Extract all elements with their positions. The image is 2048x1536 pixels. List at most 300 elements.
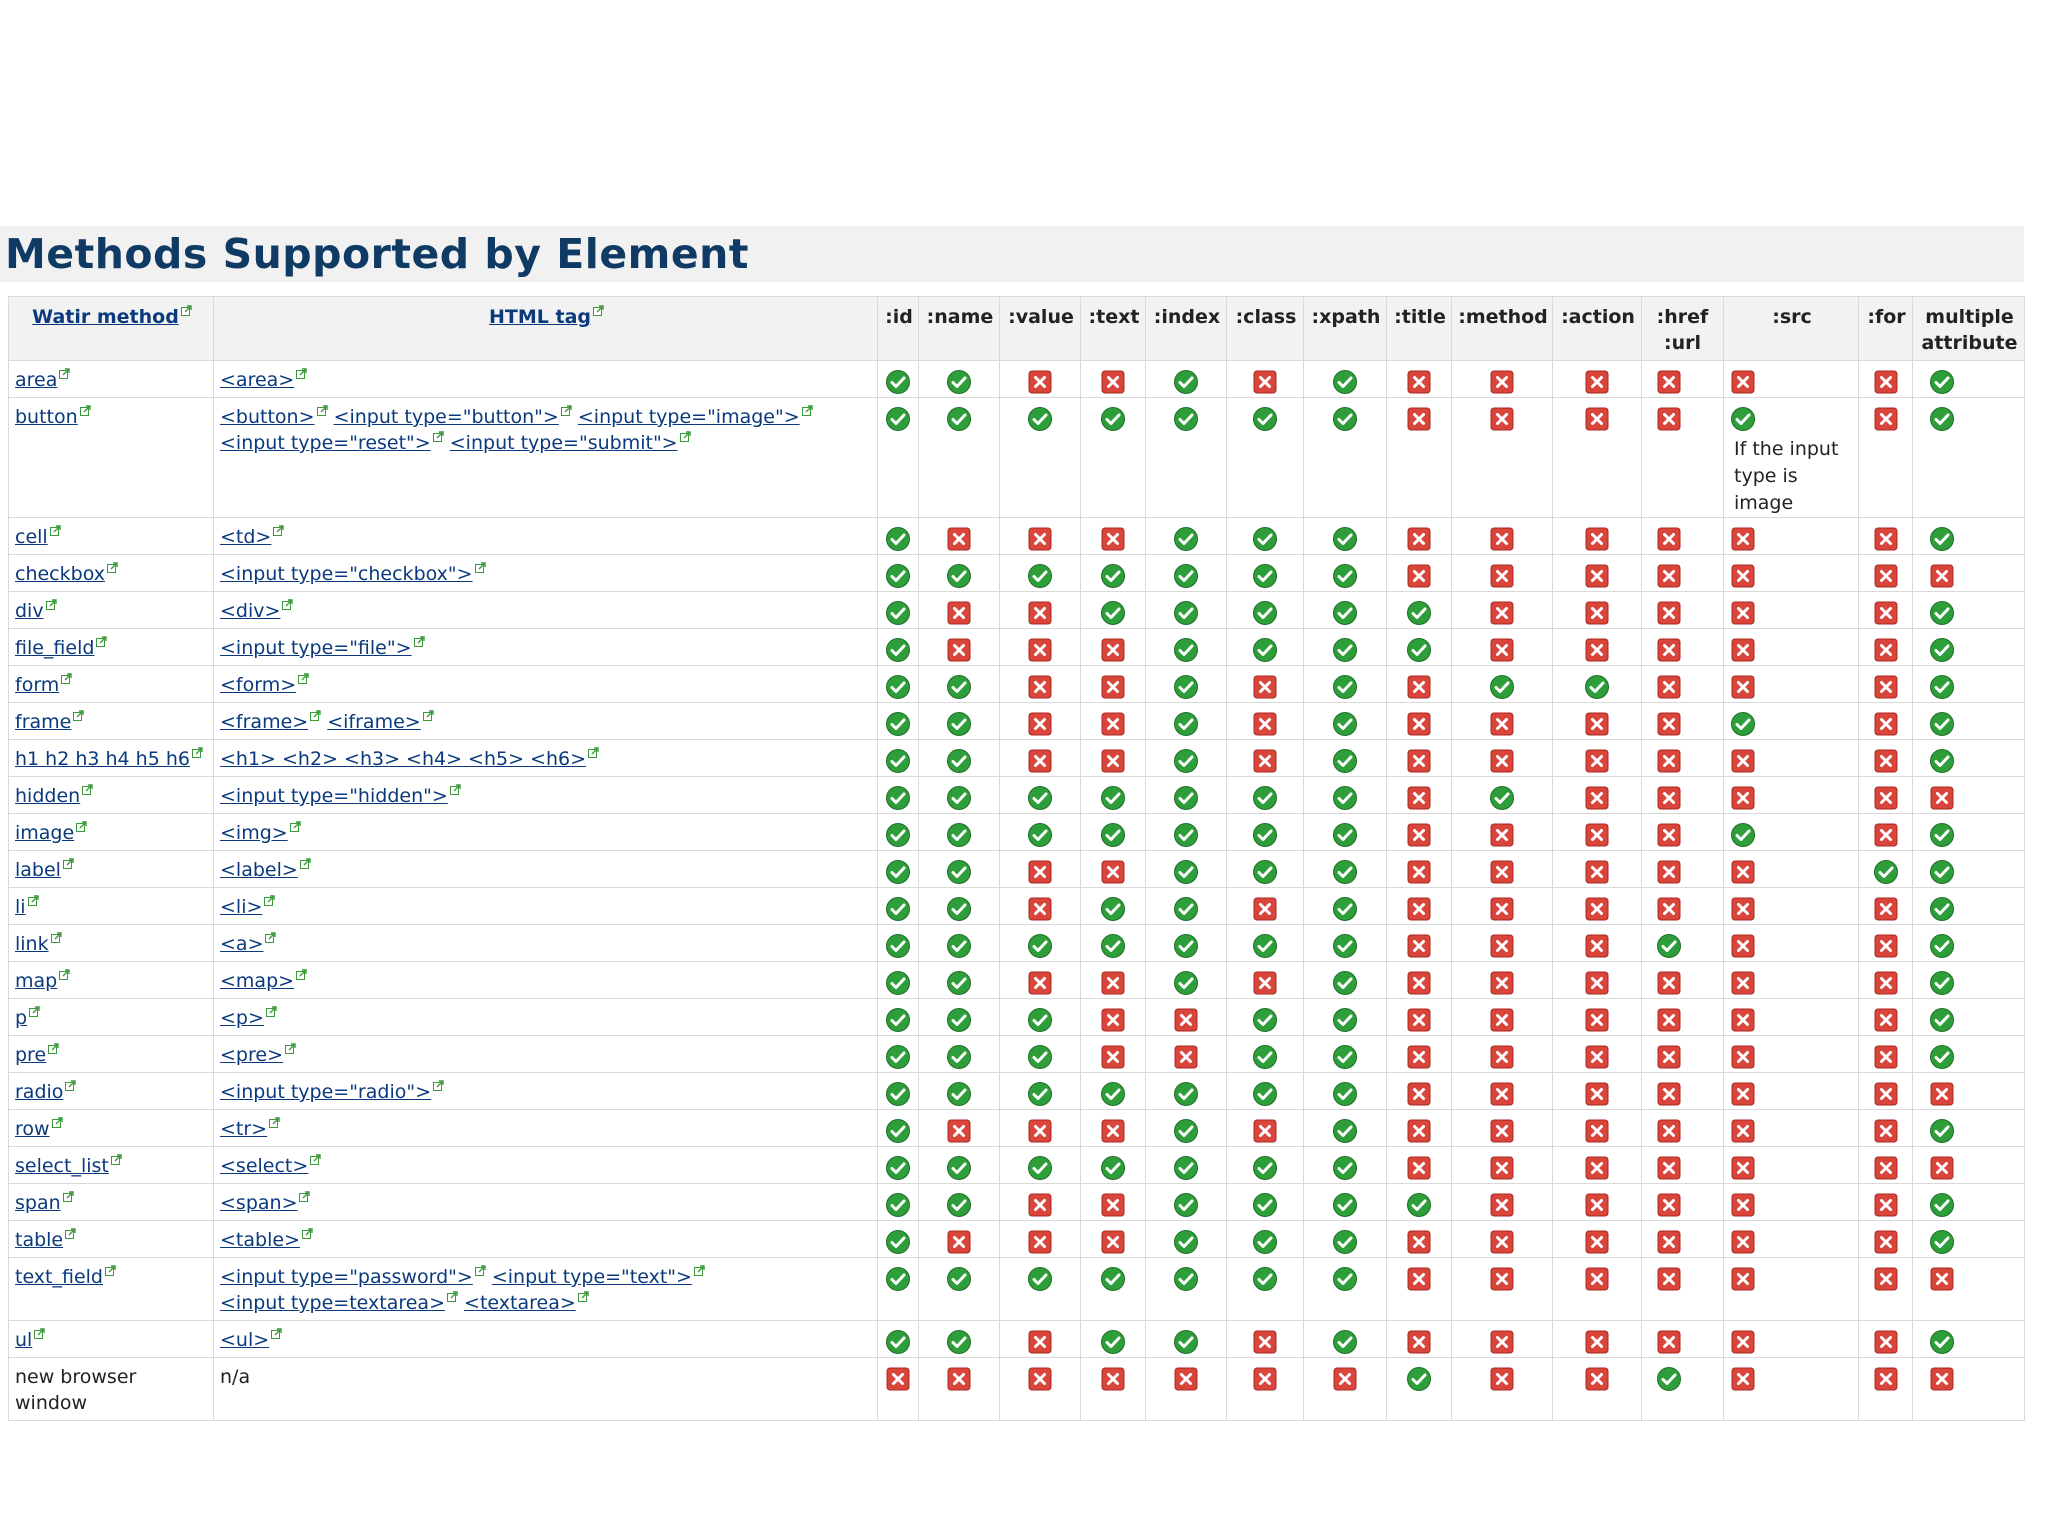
support-cell [1387,740,1452,777]
cross-icon [1100,1007,1126,1033]
check-icon [1332,896,1358,922]
support-cell [1000,999,1081,1036]
check-icon [1027,822,1053,848]
html-tag-link[interactable]: <form> [220,674,297,696]
watir-method-link[interactable]: select_list [15,1155,109,1177]
html-tag-line [220,1153,873,1179]
check-icon [946,970,972,996]
support-cell [1553,398,1642,518]
support-cell [1000,925,1081,962]
external-link-icon [475,1265,486,1276]
html-tag-cell [214,962,878,999]
check-icon [946,933,972,959]
html-tag-link[interactable]: <input type=textarea> [220,1292,445,1314]
support-cell [1642,814,1724,851]
table-row [9,1073,2025,1110]
support-cell [1553,629,1642,666]
support-cell [1724,814,1859,851]
support-cell [1146,1147,1227,1184]
check-icon [885,711,911,737]
check-icon [885,896,911,922]
support-cell [1387,999,1452,1036]
html-tag-cell [214,1036,878,1073]
html-tag-link[interactable]: <table> [220,1229,300,1251]
support-cell [1304,592,1387,629]
cross-icon [1730,526,1756,552]
html-tag-line [220,709,873,735]
watir-method-link[interactable]: map [15,970,58,992]
html-tag-cell [214,398,878,518]
check-icon [946,859,972,885]
external-link-icon [52,1117,63,1128]
watir-method-link[interactable]: row [15,1118,50,1140]
support-cell [1724,666,1859,703]
html-tag-header-link[interactable]: HTML tag [489,306,591,328]
support-cell [1452,592,1553,629]
cross-icon [1730,1155,1756,1181]
cross-icon [1406,369,1432,395]
support-cell [1452,555,1553,592]
support-cell [878,592,919,629]
support-cell [878,555,919,592]
cross-icon [1406,674,1432,700]
support-cell [1146,1258,1227,1321]
support-cell [1000,703,1081,740]
support-cell [1859,962,1913,999]
external-link-icon [51,932,62,943]
cross-icon [1489,748,1515,774]
support-cell [1724,398,1859,518]
external-link-icon [299,1191,310,1202]
check-icon [1173,748,1199,774]
html-tag-link[interactable]: <label> [220,859,298,881]
html-tag-link[interactable]: <textarea> [464,1292,576,1314]
cross-icon [1656,1266,1682,1292]
cross-icon [1873,1192,1899,1218]
html-tag-link[interactable]: <iframe> [327,711,421,733]
cross-icon [1100,711,1126,737]
support-cell [919,851,1000,888]
watir-method-cell [9,1221,214,1258]
support-cell [919,398,1000,518]
watir-method-link[interactable]: label [15,859,61,881]
check-icon [1173,1155,1199,1181]
cross-icon [1656,369,1682,395]
support-cell [1913,398,2025,518]
external-link-icon [433,1080,444,1091]
check-icon [1929,674,1955,700]
cross-icon [1656,1118,1682,1144]
html-tag-link[interactable]: <area> [220,369,295,391]
support-cell [878,962,919,999]
column-header: :index [1146,297,1227,361]
support-cell [1642,1110,1724,1147]
table-row [9,888,2025,925]
cross-icon [1252,369,1278,395]
cross-icon [1929,563,1955,589]
support-cell [1304,1221,1387,1258]
support-cell [1081,1184,1146,1221]
html-tag-link[interactable]: <img> [220,822,288,844]
watir-method-link[interactable]: file_field [15,637,95,659]
support-cell [1304,851,1387,888]
support-cell [1304,666,1387,703]
check-icon [1027,933,1053,959]
support-cell [1913,1321,2025,1358]
support-cell [1913,777,2025,814]
check-icon [885,674,911,700]
cross-icon [1027,1192,1053,1218]
table-row [9,999,2025,1036]
check-icon [1489,674,1515,700]
watir-method-cell [9,1147,214,1184]
column-header: :method [1452,297,1553,361]
table-row [9,925,2025,962]
watir-method-cell [9,398,214,518]
support-cell [1913,518,2025,555]
support-cell [1642,888,1724,925]
external-link-icon [63,858,74,869]
watir-method-link[interactable]: frame [15,711,72,733]
column-header: :src [1724,297,1859,361]
support-cell [1642,398,1724,518]
cross-icon [1873,674,1899,700]
external-link-icon [285,1043,296,1054]
table-row [9,1358,2025,1421]
support-cell [878,740,919,777]
external-link-icon [680,431,691,442]
cross-icon [1656,526,1682,552]
html-tag-cell [214,703,878,740]
html-tag-link[interactable]: <input type="submit"> [449,432,678,454]
support-cell [1452,777,1553,814]
watir-method-link[interactable]: link [15,933,49,955]
check-icon [1332,637,1358,663]
table-row [9,1110,2025,1147]
cross-icon [1027,711,1053,737]
html-tag-line [220,968,873,994]
watir-method-cell [9,1184,214,1221]
check-icon [1929,748,1955,774]
watir-method-link[interactable]: h1 h2 h3 h4 h5 h6 [15,748,190,770]
check-icon [1173,526,1199,552]
html-tag-link[interactable]: <input type="hidden"> [220,785,448,807]
cross-icon [1929,785,1955,811]
cross-icon [1252,970,1278,996]
support-cell [1146,925,1227,962]
support-cell [1553,555,1642,592]
cross-icon [1730,637,1756,663]
watir-method-link[interactable]: pre [15,1044,47,1066]
support-cell [1724,592,1859,629]
support-cell [878,1110,919,1147]
support-cell [1227,1184,1304,1221]
support-cell [878,888,919,925]
html-tag-link[interactable]: <select> [220,1155,309,1177]
support-cell [1304,1110,1387,1147]
src-note: If the input type is image [1734,438,1839,514]
cross-icon [1406,970,1432,996]
support-cell [919,361,1000,398]
check-icon [1100,933,1126,959]
support-cell [1146,851,1227,888]
watir-method-link[interactable]: ul [15,1329,33,1351]
cross-icon [1873,1044,1899,1070]
support-cell [1387,1110,1452,1147]
support-cell [1081,777,1146,814]
check-icon [885,1081,911,1107]
watir-method-cell [9,777,214,814]
external-link-icon [82,784,93,795]
cross-icon [1730,1192,1756,1218]
cross-icon [1489,406,1515,432]
watir-method-cell [9,1321,214,1358]
html-tag-link[interactable]: <button> [220,406,315,428]
support-cell [1000,1147,1081,1184]
external-link-icon [298,673,309,684]
cross-icon [1656,822,1682,848]
support-cell [1452,1036,1553,1073]
support-cell [1081,398,1146,518]
support-cell [1387,1358,1452,1421]
check-icon [1406,1366,1432,1392]
html-tag-link[interactable]: <input type="password"> [220,1266,473,1288]
check-icon [1406,600,1432,626]
cross-icon [1656,1081,1682,1107]
support-cell [1387,703,1452,740]
support-cell [1452,925,1553,962]
cross-icon [1100,526,1126,552]
html-tag-line [220,1116,873,1142]
html-tag-link[interactable]: <input type="file"> [220,637,412,659]
html-tag-line [220,635,873,661]
html-tag-link[interactable]: <input type="checkbox"> [220,563,473,585]
check-icon [1252,526,1278,552]
watir-method-link[interactable]: div [15,600,44,622]
html-tag-link[interactable]: <h1> <h2> <h3> <h4> <h5> <h6> [220,748,587,770]
watir-method-link[interactable]: text_field [15,1266,103,1288]
cross-icon [1584,1329,1610,1355]
cross-icon [1100,859,1126,885]
external-link-icon [302,1228,313,1239]
html-tag-link[interactable]: <ul> [220,1329,270,1351]
cross-icon [1873,600,1899,626]
html-tag-line [220,1079,873,1105]
cross-icon [1406,1118,1432,1144]
check-icon [1332,933,1358,959]
watir-method-link[interactable]: table [15,1229,64,1251]
cross-icon [1656,406,1682,432]
external-link-icon [290,821,301,832]
header-watir-method[interactable] [9,297,214,361]
support-cell [1146,398,1227,518]
support-cell [1553,666,1642,703]
support-cell [1724,777,1859,814]
support-cell [878,703,919,740]
support-cell [1227,592,1304,629]
cross-icon [1406,1081,1432,1107]
watir-method-link[interactable]: area [15,369,58,391]
check-icon [1100,1081,1126,1107]
html-tag-cell [214,1258,878,1321]
support-cell [1452,740,1553,777]
support-cell [1227,629,1304,666]
html-tag-line [220,404,873,430]
column-header: :action [1553,297,1642,361]
html-tag-link[interactable]: <li> [220,896,263,918]
support-cell [1642,629,1724,666]
html-tag-link[interactable]: <input type="reset"> [220,432,431,454]
table-row [9,1036,2025,1073]
support-cell [919,555,1000,592]
html-tag-link[interactable]: <input type="text"> [491,1266,692,1288]
cross-icon [1406,711,1432,737]
header-html-tag[interactable] [214,297,878,361]
cross-icon [1406,526,1432,552]
html-tag-link[interactable]: <p> [220,1007,264,1029]
watir-method-link[interactable]: p [15,1007,28,1029]
watir-method-link[interactable]: hidden [15,785,81,807]
check-icon [1873,859,1899,885]
watir-method-link[interactable]: cell [15,526,48,548]
cross-icon [1730,896,1756,922]
cross-icon [1873,933,1899,959]
table-row [9,1184,2025,1221]
html-tag-link[interactable]: <map> [220,970,295,992]
cross-icon [1100,1192,1126,1218]
check-icon [1173,1329,1199,1355]
cross-icon [1656,1229,1682,1255]
watir-method-cell [9,666,214,703]
html-tag-link[interactable]: <input type="button"> [333,406,559,428]
cross-icon [1489,1192,1515,1218]
cross-icon [1027,637,1053,663]
cross-icon [1406,785,1432,811]
cross-icon [1252,1118,1278,1144]
cross-icon [1173,1007,1199,1033]
support-cell [1227,740,1304,777]
check-icon [1332,785,1358,811]
support-cell [1146,1036,1227,1073]
support-cell [1387,814,1452,851]
cross-icon [1656,1044,1682,1070]
table-row [9,629,2025,666]
check-icon [1929,711,1955,737]
support-cell [919,777,1000,814]
support-cell [1387,888,1452,925]
watir-method-cell [9,814,214,851]
page-title: Methods Supported by Element [5,230,749,278]
watir-method-header-link[interactable]: Watir method [32,306,179,328]
html-tag-link[interactable]: <td> [220,526,272,548]
cross-icon [1730,933,1756,959]
support-cell [1304,1184,1387,1221]
support-cell [1000,1221,1081,1258]
cross-icon [1406,563,1432,589]
watir-method-link[interactable]: radio [15,1081,64,1103]
cross-icon [1027,1229,1053,1255]
watir-method-link[interactable]: form [15,674,60,696]
table-row [9,666,2025,703]
support-cell [1913,1184,2025,1221]
support-cell [1642,361,1724,398]
cross-icon [1584,563,1610,589]
support-cell [1146,1221,1227,1258]
html-tag-cell [214,1321,878,1358]
check-icon [1332,1044,1358,1070]
watir-method-link[interactable]: checkbox [15,563,105,585]
cross-icon [1406,859,1432,885]
support-cell [1913,740,2025,777]
table-row [9,398,2025,518]
support-cell [1642,1358,1724,1421]
cross-icon [1100,369,1126,395]
html-tag-link[interactable]: <input type="image"> [577,406,800,428]
html-tag-cell [214,629,878,666]
support-cell [878,629,919,666]
support-cell [1859,703,1913,740]
support-cell [919,925,1000,962]
support-cell [1859,361,1913,398]
support-cell [1724,1073,1859,1110]
html-tag-link[interactable]: <input type="radio"> [220,1081,432,1103]
html-tag-link[interactable]: <a> [220,933,264,955]
table-row [9,592,2025,629]
html-tag-link[interactable]: <div> [220,600,281,622]
external-link-icon [61,673,72,684]
html-tag-link[interactable]: <pre> [220,1044,283,1066]
html-tag-cell [214,555,878,592]
check-icon [1252,637,1278,663]
support-cell [1227,398,1304,518]
table-header-row [9,297,2025,361]
watir-method-link[interactable]: li [15,896,26,918]
watir-method-link[interactable]: span [15,1192,61,1214]
check-icon [1332,859,1358,885]
html-tag-link[interactable]: <tr> [220,1118,268,1140]
support-cell [1724,518,1859,555]
support-cell [1304,740,1387,777]
support-cell [1859,1036,1913,1073]
cross-icon [1584,1118,1610,1144]
support-cell [1304,703,1387,740]
column-header: :href :url [1642,297,1724,361]
check-icon [1252,563,1278,589]
support-cell [1553,851,1642,888]
html-tag-link[interactable]: <frame> [220,711,309,733]
support-cell [1304,814,1387,851]
watir-method-link[interactable]: button [15,406,78,428]
support-cell [1724,1184,1859,1221]
check-icon [1173,970,1199,996]
support-cell [1081,703,1146,740]
html-tag-link[interactable]: <span> [220,1192,298,1214]
watir-method-link[interactable]: image [15,822,75,844]
html-tag-cell [214,777,878,814]
cross-icon [1656,1007,1682,1033]
external-link-icon [588,747,599,758]
support-cell [1913,629,2025,666]
cross-icon [1027,526,1053,552]
support-cell [1913,666,2025,703]
support-cell [1724,1321,1859,1358]
support-cell [1724,1358,1859,1421]
watir-method-cell [9,740,214,777]
support-cell [919,518,1000,555]
external-link-icon [59,368,70,379]
support-cell [1387,1184,1452,1221]
support-cell [1913,1221,2025,1258]
